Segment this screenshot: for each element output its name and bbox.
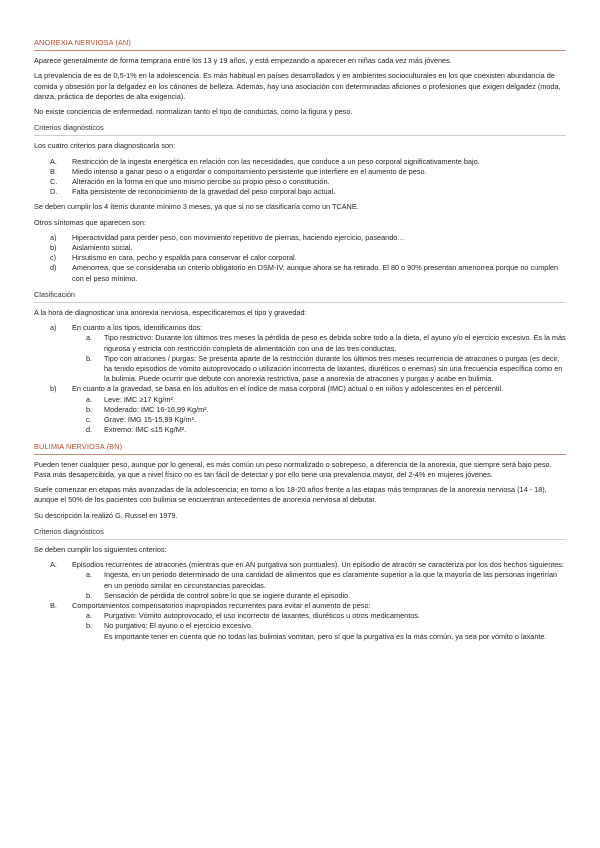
list-item-text: Purgativo: Vómito autoprovocado, el uso incorrecto de laxantes, diuréticos u otros medicamentos. — [104, 611, 420, 621]
list-item — [34, 177, 566, 187]
list-item-text: Miedo intenso a ganar peso o a engordar o comportamiento persistente que interfiere en el aumento de peso. — [72, 166, 427, 176]
list-item — [34, 323, 566, 384]
paragraph: Se deben cumplir los 4 ítems durante mínimo 3 meses, ya que si no se clasificaría como un TCANE. — [34, 202, 359, 212]
list-item-text: Alteración en la forma en que uno mismo percibe su propio peso o constitución. — [72, 177, 330, 187]
list-item-text: Hiperactividad para perder peso, con movimiento repetitivo de piernas, haciendo ejercicio, paseando… — [72, 232, 405, 242]
list-item-text: Ingesta, en un periodo determinado de una cantidad de alimentos que es claramente superior a la que la mayoría de las personas ingerirían en un periodo similar en circunstancias parecidas. — [104, 570, 558, 590]
list-item — [34, 233, 566, 243]
list-marker: a. — [86, 570, 93, 580]
paragraph: Aparece generalmente de forma temprana entre los 13 y 19 años, y está empezando a aparecer en niñas cada vez más jóvenes. — [34, 56, 452, 66]
list-marker: C. — [50, 177, 58, 187]
list-item-text: Falta persistente de reconocimiento de la gravedad del peso corporal bajo actual. — [72, 187, 336, 197]
list-item-text: Hirsutismo en cara, pecho y espalda para conservar el calor corporal. — [72, 253, 297, 263]
list-item — [34, 395, 566, 405]
list-item — [34, 354, 566, 385]
list-marker: b. — [86, 590, 93, 600]
list-marker: b. — [86, 404, 93, 414]
paragraph: A la hora de diagnosticar una anorexia nerviosa, especificaremos el tipo y gravedad: — [34, 308, 307, 318]
list-marker: b) — [50, 384, 57, 394]
list-item-text: Moderado: IMC 16-16,99 Kg/m². — [104, 404, 209, 414]
binge-features-list — [72, 570, 566, 601]
list-marker: a) — [50, 323, 57, 333]
list-marker: D. — [50, 187, 58, 197]
list-marker: d. — [86, 425, 93, 435]
list-marker: c) — [50, 253, 57, 263]
list-item-text: Extremo: IMC ≤15 Kg/M². — [104, 425, 187, 435]
paragraph: Su descripción la realizó G. Russel en 1979. — [34, 510, 178, 520]
list-marker: B. — [50, 600, 57, 610]
severity-list — [72, 395, 566, 436]
list-marker: A. — [50, 560, 57, 570]
list-item-text: Episodios recurrentes de atracones (mientras que en AN purgativa son puntuales). Un episodio de atracón se caracteriza por los dos hechos siguientes: — [72, 560, 565, 570]
list-item-text: Leve: IMC ≥17 Kg/m². — [104, 394, 175, 404]
list-item-text: Tipo restrictivo: Durante los últimos tres meses la pérdida de peso es debida sobre todo a la dieta, el ayuno y/o el ejercicio excesivo. Es la más rigurosa y estricta con restricción completa de alimentación con una de las tres conductas. — [104, 333, 566, 353]
list-item-text: Grave: IMG 15-15,99 Kg/m². — [104, 415, 197, 425]
subsection-divider — [34, 135, 566, 136]
list-marker: b) — [50, 243, 57, 253]
list-item — [34, 187, 566, 197]
paragraph: Suele comenzar en etapas más avanzadas de la adolescencia; en torno a los 18-20 años frente a las etapas más tempranas de la anorexia nerviosa (14 - 18), aunque el 50% de los pacientes con bulimia se encuentran antecedentes de anorexia nerviosa al debutar. — [34, 485, 547, 505]
symptoms-list — [34, 233, 566, 284]
bulimia-criteria-list — [34, 560, 566, 642]
list-marker: d) — [50, 263, 57, 273]
paragraph: Los cuatro criterios para diagnosticarla son: — [34, 141, 176, 151]
criteria-list — [34, 157, 566, 198]
list-item — [34, 405, 566, 415]
list-item — [34, 425, 566, 435]
list-marker: A. — [50, 156, 57, 166]
subsection-title: Clasificación — [34, 289, 75, 299]
list-item — [34, 621, 566, 631]
list-item-text: Amenorrea, que se consideraba un criterio obligatorio en DSM-IV, aunque ahora se ha retirado. El 80 o 90% presentan amenorrea porque no cumplen con el peso mínimo. — [72, 263, 559, 283]
list-marker: a. — [86, 333, 93, 343]
types-list — [72, 333, 566, 384]
list-marker: b. — [86, 621, 93, 631]
list-item — [34, 243, 566, 253]
note: Es importante tener en cuenta que no todas las bulimias vomitan, pero sí que la purgativa es la más común, ya sea por vómito o laxante. — [104, 631, 547, 641]
section-title-bulimia: BULIMIA NERVIOSA (BN) — [34, 441, 123, 451]
list-marker: c. — [86, 415, 92, 425]
list-item — [34, 601, 566, 642]
list-item-text: Restricción de la ingesta energética en relación con las necesidades, que conduce a un peso corporal significativamente bajo. — [72, 156, 480, 166]
section-title-anorexia: ANOREXIA NERVIOSA (AN) — [34, 38, 131, 47]
list-item-text: No purgativo: El ayuno o el ejercicio excesivo. — [104, 621, 253, 631]
subsection-title: Criterios diagnósticos — [34, 123, 104, 133]
list-marker: a) — [50, 232, 57, 242]
list-item-text: Comportamientos compensatorios inapropiados recurrentes para evitar el aumento de peso: — [72, 600, 371, 610]
subsection-divider — [34, 302, 566, 303]
classification-list — [34, 323, 566, 435]
list-item — [34, 157, 566, 167]
section-divider — [34, 454, 566, 455]
list-item-text: Tipo con atracones / purgas: Se presenta aparte de la restricción durante los últimos tres meses recurrencia de atracones o purgas (es decir, ha tenido episodios de vómito autoprovocado o utilización incorrecta de laxantes, diuréticos o enemas) sin una frecuencia específica como en la bulimia. Puede ocurrir que debute con anorexia restrictiva, pase a anorexia de atracones y purgas y acabe en bulimia. — [104, 353, 563, 384]
list-marker: a. — [86, 394, 93, 404]
list-item — [34, 167, 566, 177]
subsection-title: Criterios diagnósticos — [34, 526, 104, 536]
list-item — [34, 415, 566, 425]
paragraph: Otros síntomas que aparecen son: — [34, 217, 146, 227]
paragraph: La prevalencia de es de 0,5-1% en la adolescencia. Es más habitual en países desarrollados y en ambientes socioculturales en los que coexisten abundancia de comida y obsesión por la delgadez en los cánones de belleza. Además, hay una asociación con determinadas aficiones o profesiones que exigen delgadez (moda, danza, práctica de deportes de alta exigencia). — [34, 71, 561, 101]
compensatory-list — [72, 611, 566, 631]
list-item-text: En cuanto a los tipos, identificamos dos: — [72, 323, 203, 333]
list-item — [34, 591, 566, 601]
paragraph: No existe conciencia de enfermedad, normalizan tanto el tipo de conductas, como la figura y peso. — [34, 107, 353, 117]
list-item — [34, 611, 566, 621]
list-item-text: Sensación de pérdida de control sobre lo que se ingiere durante el episodio. — [104, 590, 351, 600]
paragraph: Pueden tener cualquier peso, aunque por lo general, es más común un peso normalizado o sobrepeso, a diferencia de la anorexia, que siempre será bajo peso. Pasa más desapercibida, ya que a nivel físico no es tan fácil de detectar y por ello tiene una prevalencia mayor, del 2-4% en mujeres jóvenes. — [34, 459, 552, 479]
list-item — [34, 384, 566, 435]
list-item — [34, 570, 566, 590]
list-item — [34, 253, 566, 263]
list-marker: B. — [50, 166, 57, 176]
list-item — [34, 560, 566, 601]
subsection-divider — [34, 539, 566, 540]
paragraph: Se deben cumplir los siguientes criterios: — [34, 544, 167, 554]
list-item — [34, 333, 566, 353]
list-marker: b. — [86, 353, 93, 363]
list-item — [34, 263, 566, 283]
section-divider — [34, 50, 566, 51]
list-item-text: Aislamiento social. — [72, 243, 133, 253]
list-item-text: En cuanto a la gravedad, se basa en los adultos en el índice de masa corporal (IMC) actual o en niños y adolescentes en el percentil. — [72, 384, 504, 394]
list-marker: a. — [86, 611, 93, 621]
